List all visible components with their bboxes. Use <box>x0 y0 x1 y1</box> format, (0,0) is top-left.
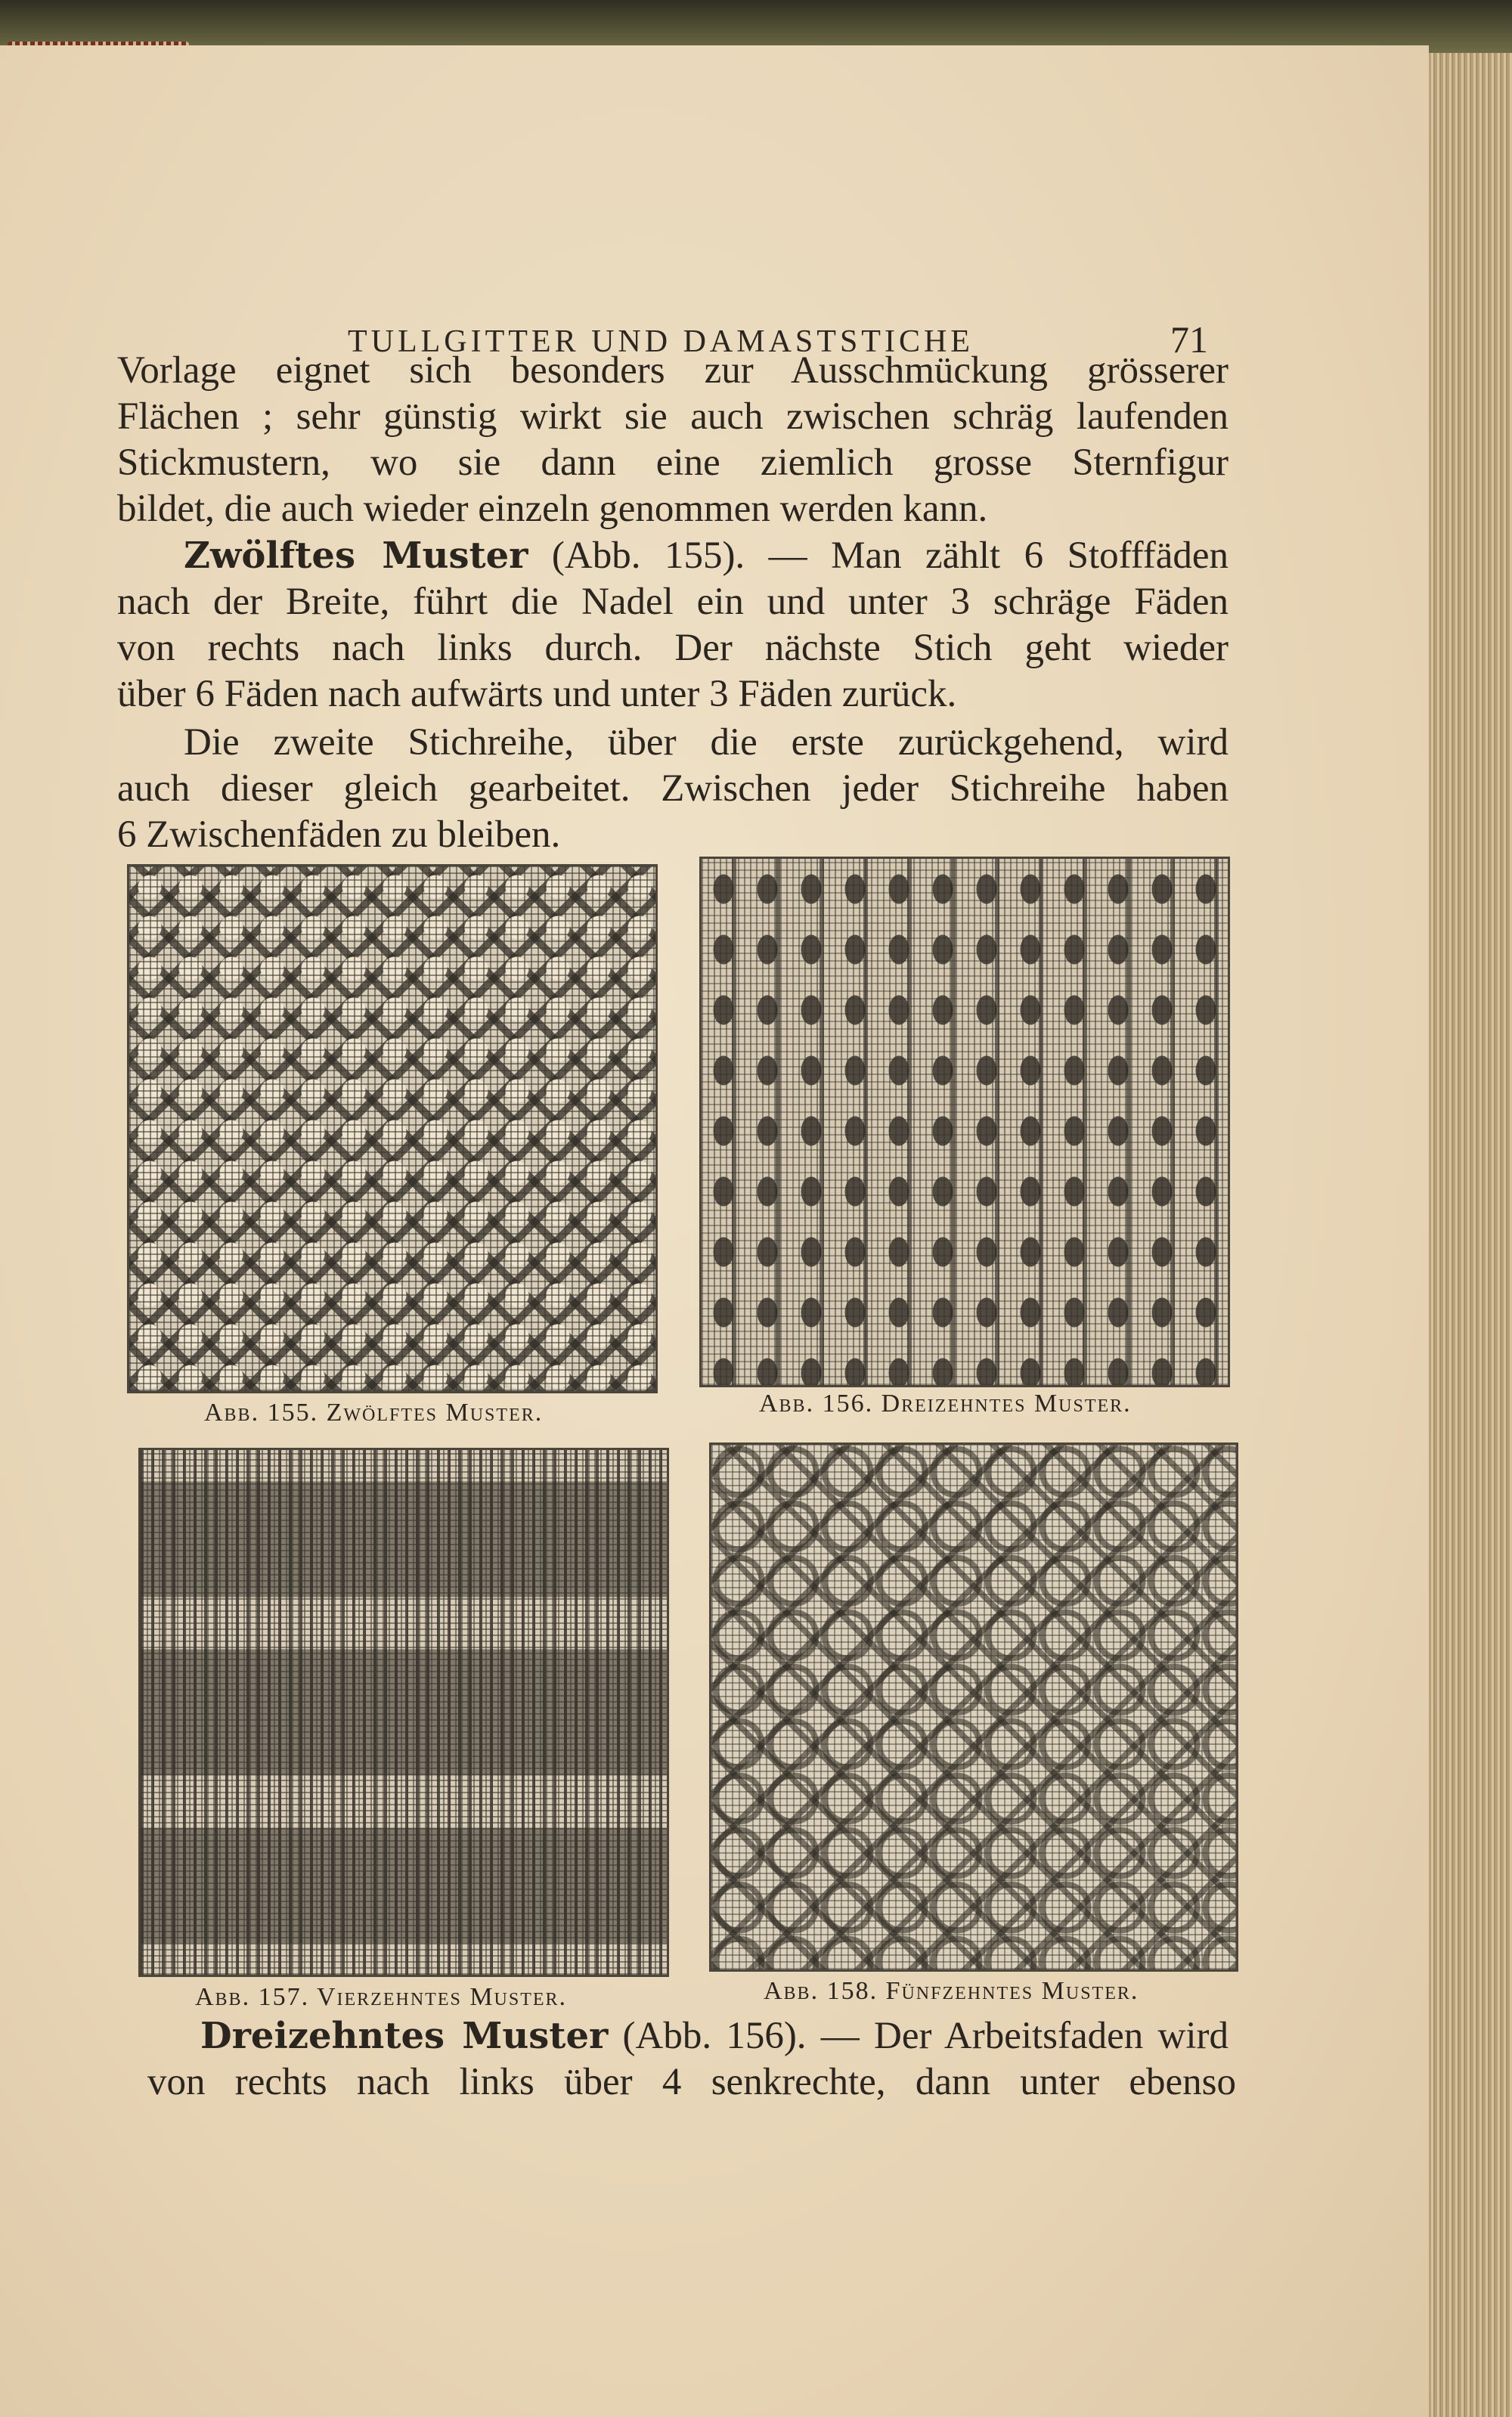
paragraph-2-line-4: über 6 Fäden nach aufwärts und unter 3 Fäden zurück. <box>117 673 957 715</box>
figure-156-caption: Abb. 156. Dreizehntes Muster. <box>759 1390 1132 1418</box>
heading-dreizehntes-muster: Dreizehntes Muster <box>200 2015 609 2057</box>
figure-155-caption: Abb. 155. Zwölftes Muster. <box>204 1399 544 1427</box>
paragraph-4-line-2: von rechts nach links über 4 senkrechte, dann unter ebenso <box>147 2061 1236 2103</box>
paragraph-1-line-4: bildet, die auch wieder einzeln genommen werden kann. <box>117 488 988 530</box>
paragraph-3-line-1: Die zweite Stichreihe, über die erste zurückgehend, wird <box>184 721 1228 764</box>
book-page <box>0 45 1429 2417</box>
figure-155-image <box>127 864 658 1393</box>
paragraph-4-line-1: Dreizehntes Muster (Abb. 156). — Der Arbeitsfaden wird <box>200 2015 1229 2057</box>
paragraph-3-line-3: 6 Zwischenfäden zu bleiben. <box>117 813 561 856</box>
paragraph-1-line-2: Flächen ; sehr günstig wirkt sie auch zwischen schräg laufenden <box>117 395 1228 438</box>
paragraph-2-line-1: Zwölftes Muster (Abb. 155). — Man zählt 6 Stofffäden <box>184 535 1228 577</box>
figure-157-caption: Abb. 157. Vierzehntes Muster. <box>195 1983 568 2011</box>
paragraph-1-line-3: Stickmustern, wo sie dann eine ziemlich grosse Sternfigur <box>117 442 1228 484</box>
figure-158-caption: Abb. 158. Fünfzehntes Muster. <box>764 1977 1139 2005</box>
running-head: TULLGITTER UND DAMASTSTICHE <box>348 324 974 359</box>
figure-156-image <box>699 857 1230 1387</box>
paragraph-3-line-2: auch dieser gleich gearbeitet. Zwischen jeder Stichreihe haben <box>117 767 1228 810</box>
page-edges <box>1429 53 1512 2417</box>
figure-158-image <box>709 1442 1238 1972</box>
paragraph-2-line-3: von rechts nach links durch. Der nächste Stich geht wieder <box>117 627 1228 669</box>
heading-zwoelftes-muster: Zwölftes Muster <box>184 535 528 577</box>
paragraph-1-line-1: Vorlage eignet sich besonders zur Ausschmückung grösserer <box>117 349 1228 392</box>
page-number: 71 <box>1170 318 1208 361</box>
paragraph-2-line-2: nach der Breite, führt die Nadel ein und unter 3 schräge Fäden <box>117 581 1228 623</box>
figure-157-image <box>138 1448 669 1977</box>
